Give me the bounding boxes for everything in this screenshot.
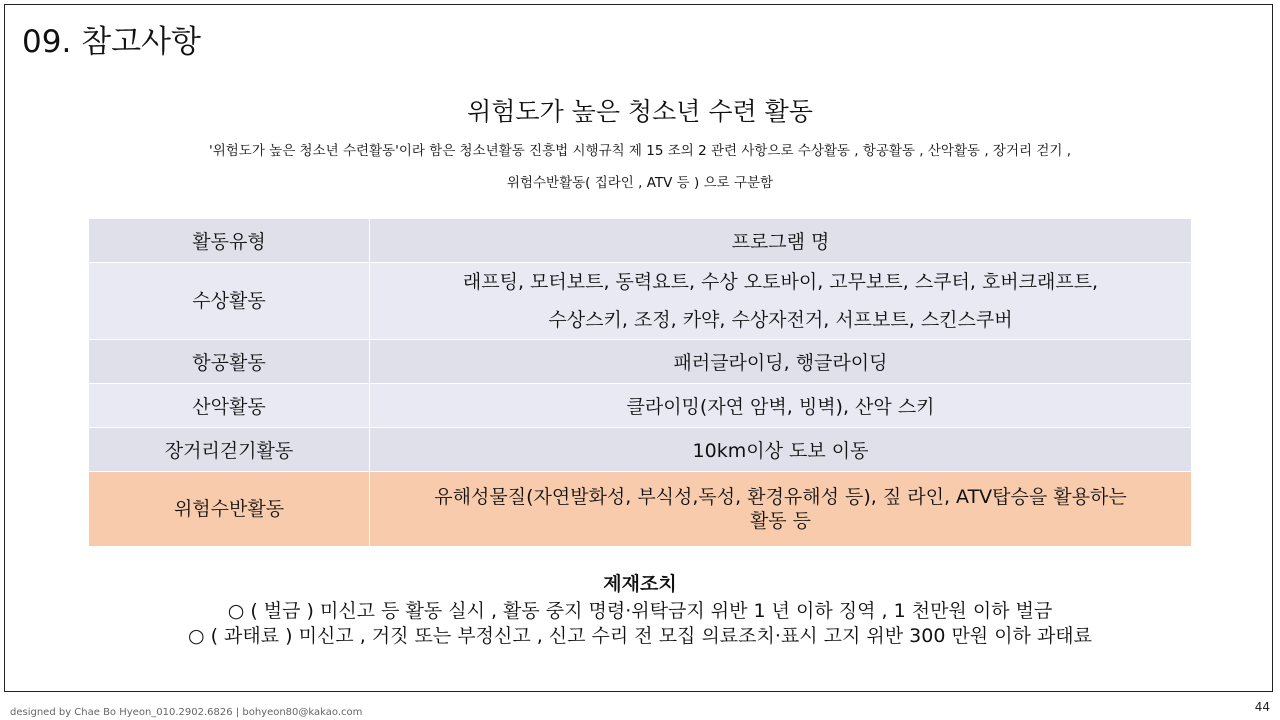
row-programs: 10km이상 도보 이동 (370, 428, 1192, 472)
row-programs-line-1: 래프팅, 모터보트, 동력요트, 수상 오토바이, 고무보트, 스쿠터, 호버크래프트, (462, 271, 1099, 293)
sanctions-title: 제재조치 (603, 573, 677, 595)
table-row (89, 428, 1192, 472)
page-number: 44 (1254, 700, 1270, 714)
row-activity-type: 수상활동 (89, 263, 370, 340)
description-line-1: '위험도가 높은 청소년 수련활동'이라 함은 청소년활동 진흥법 시행규칙 제 15 조의 2 관련 사항으로 수상활동 , 항공활동 , 산악활동 , 장거리 걷기 , (208, 143, 1072, 159)
activity-table (88, 218, 1192, 547)
header-program-name: 프로그램 명 (370, 219, 1192, 263)
row-programs: 클라이밍(자연 암벽, 빙벽), 산악 스키 (370, 384, 1192, 428)
row-programs (370, 263, 1192, 340)
footer-credit: designed by Chae Bo Hyeon_010.2902.6826 | bohyeon80@kakao.com (10, 707, 363, 718)
page-title: 09. 참고사항 (22, 24, 201, 60)
row-programs-line-2: 수상스키, 조정, 카약, 수상자전거, 서프보트, 스킨스쿠버 (548, 309, 1013, 331)
table-row (89, 263, 1192, 340)
row-activity-type: 위험수반활동 (89, 472, 370, 547)
row-activity-type: 항공활동 (89, 340, 370, 384)
row-programs (370, 472, 1192, 547)
table-row (89, 384, 1192, 428)
header-activity-type: 활동유형 (89, 219, 370, 263)
section-heading: 위험도가 높은 청소년 수련 활동 (467, 97, 813, 126)
row-activity-type: 산악활동 (89, 384, 370, 428)
table-header-row (89, 219, 1192, 263)
sanction-penalty-line: ○ ( 과태료 ) 미신고 , 거짓 또는 부정신고 , 신고 수리 전 모집 의료조치·표시 고지 위반 300 만원 이하 과태료 (187, 625, 1093, 647)
row-programs-line-1: 유해성물질(자연발화성, 부식성,독성, 환경유해성 등), 짚 라인, ATV탑승을 활용하는 (434, 486, 1127, 508)
sanction-fine-line: ○ ( 벌금 ) 미신고 등 활동 실시 , 활동 중지 명령·위탁금지 위반 1 년 이하 징역 , 1 천만원 이하 벌금 (227, 600, 1053, 622)
row-programs: 패러글라이딩, 행글라이딩 (370, 340, 1192, 384)
description-line-2: 위험수반활동( 집라인 , ATV 등 ) 으로 구분함 (506, 175, 774, 191)
row-activity-type: 장거리걷기활동 (89, 428, 370, 472)
table-row-highlighted (89, 472, 1192, 547)
row-programs-line-2: 활동 등 (749, 510, 812, 532)
table-row (89, 340, 1192, 384)
